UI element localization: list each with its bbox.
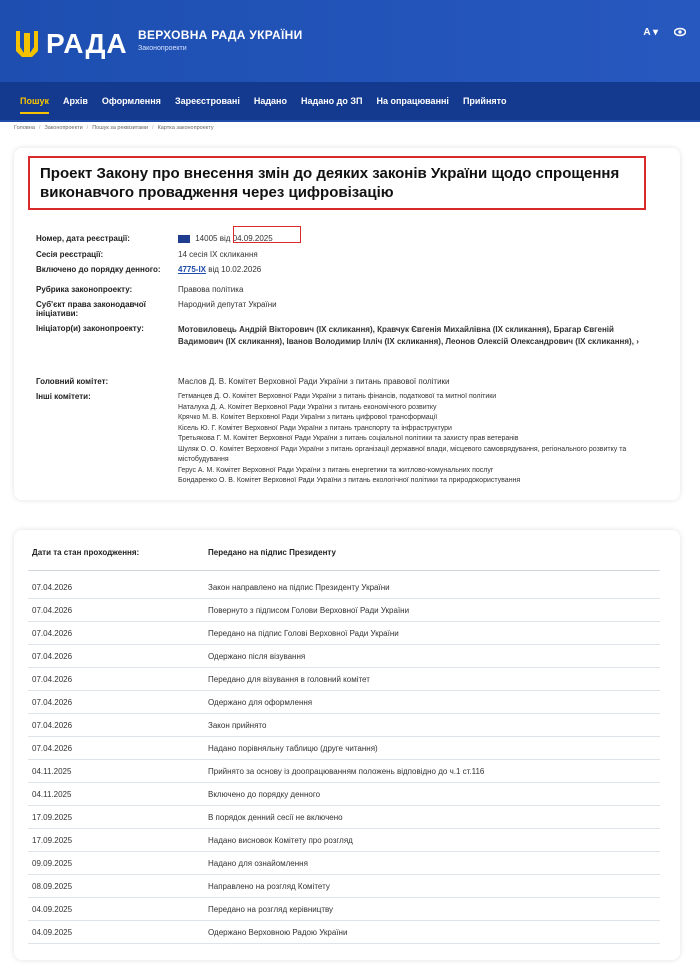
row-event: Надано порівняльну таблицю (друге читання) [208, 743, 378, 753]
agenda-date: від 10.02.2026 [208, 265, 262, 274]
org-name: ВЕРХОВНА РАДА УКРАЇНИ [138, 28, 303, 42]
org-block [138, 28, 303, 52]
table-row [28, 760, 660, 783]
reg-number: 14005 [195, 234, 218, 243]
main-committee-row [36, 377, 660, 388]
table-row [28, 691, 660, 714]
row-event: Включено до порядку денного [208, 789, 321, 799]
initiators-more-icon[interactable]: › [636, 336, 639, 346]
table-row [28, 875, 660, 898]
eu-flag-icon [178, 235, 190, 243]
date-highlight [233, 226, 301, 243]
row-date: 07.04.2026 [32, 697, 73, 707]
eye-icon[interactable] [674, 27, 686, 37]
row-date: 17.09.2025 [32, 812, 73, 822]
page-title: Проект Закону про внесення змін до деяких законів України щодо спрощення виконавчого провадження через цифровізацію [40, 165, 620, 201]
reg-date: 04.09.2025 [232, 234, 273, 243]
rubric-value: Правова політика [178, 285, 244, 294]
font-size-dropdown[interactable]: A ▾ [643, 27, 658, 38]
subject-value: Народний депутат України [178, 300, 277, 309]
trident-icon [14, 29, 40, 59]
row-event: Повернуто з підписом Голови Верховної Ради України [208, 605, 410, 615]
row-date: 04.09.2025 [32, 927, 73, 937]
bill-card [14, 148, 680, 500]
committee-item: Герус А. М. Комітет Верховної Ради України з питань енергетики та житлово-комунальних послуг [178, 466, 494, 474]
site-header [0, 0, 700, 122]
org-subtitle: Законопроекти [138, 45, 187, 52]
nav-provided-zp[interactable]: Надано до ЗП [301, 96, 363, 106]
row-date: 07.04.2026 [32, 674, 73, 684]
row-date: 07.04.2026 [32, 651, 73, 661]
rubric-row [36, 285, 660, 296]
session-value: 14 сесія IX скликання [178, 250, 258, 259]
committee-item: Шуляк О. О. Комітет Верховної Ради України з питань організації державної влади, місцевого самоврядування, регіонального розвитку та містобудування [178, 445, 627, 463]
table-row [28, 645, 660, 668]
committee-item: Крячко М. В. Комітет Верховної Ради України з питань цифрової трансформації [178, 414, 438, 421]
nav-in-work[interactable]: На опрацюванні [376, 96, 449, 106]
breadcrumb-search[interactable]: Пошук за реквізитами [92, 125, 149, 131]
row-date: 08.09.2025 [32, 881, 73, 891]
nav-processing[interactable]: Оформлення [101, 96, 161, 106]
row-event: Передано на підпис Голові Верховної Ради України [208, 628, 399, 638]
row-event: Направлено на розгляд Комітету [208, 881, 330, 891]
reg-sep: від [219, 234, 231, 243]
row-event: Передано для візування в головний комітет [208, 674, 370, 684]
row-event: Прийнято за основу із доопрацюванням положень відповідно до ч.1 ст.116 [208, 766, 485, 776]
session-label: Сесія реєстрації: [36, 250, 104, 259]
row-date: 04.11.2025 [32, 789, 72, 799]
table-row [28, 714, 660, 737]
breadcrumb: Головна / Законопроекти / Пошук за реквізитами / Картка законопроекту [14, 125, 214, 131]
reg-label: Номер, дата реєстрації: [36, 234, 130, 243]
table-row [28, 852, 660, 875]
site-logo[interactable] [14, 28, 128, 60]
agenda-link[interactable]: 4775-IX [178, 265, 207, 274]
row-date: 07.04.2026 [32, 720, 73, 730]
row-date: 07.04.2026 [32, 743, 73, 753]
committee-item: Кісель Ю. Г. Комітет Верховної Ради України з питань транспорту та інфраструктури [178, 424, 452, 432]
reg-row [36, 234, 660, 245]
subject-label: Суб'єкт права законодавчої ініціативи: [36, 300, 146, 318]
session-row [36, 250, 660, 261]
agenda-label: Включено до порядку денного: [36, 265, 161, 274]
row-date: 07.04.2026 [32, 628, 73, 638]
initiators-row [36, 324, 660, 347]
row-event: Закон прийнято [208, 720, 267, 730]
initiators-label: Ініціатор(и) законопроекту: [36, 324, 144, 333]
rubric-label: Рубрика законопроекту: [36, 285, 133, 294]
row-event: Надано висновок Комітету про розгляд [208, 835, 353, 845]
status-table-header [28, 548, 660, 571]
nav-registered[interactable]: Зареєстровані [174, 96, 240, 106]
row-date: 04.09.2025 [32, 904, 73, 914]
row-event: Передано на розгляд керівництву [208, 904, 334, 914]
row-date: 17.09.2025 [32, 835, 73, 845]
subject-row [36, 300, 660, 318]
nav-accepted[interactable]: Прийнято [462, 96, 507, 106]
table-row [28, 622, 660, 645]
row-date: 09.09.2025 [32, 858, 73, 868]
table-row [28, 668, 660, 691]
header-tools [643, 27, 686, 38]
row-event: Одержано після візування [208, 651, 306, 661]
committee-item: Гетманцев Д. О. Комітет Верховної Ради України з питань фінансів, податкової та митної політики [178, 393, 497, 400]
logo-text: РАДА [46, 28, 128, 59]
other-committees-label: Інші комітети: [36, 392, 91, 401]
row-date: 07.04.2026 [32, 605, 73, 615]
table-row [28, 898, 660, 921]
col-status-header: Передано на підпис Президенту [208, 548, 336, 557]
row-event: Одержано для оформлення [208, 697, 313, 707]
row-event: Надано для ознайомлення [208, 858, 308, 868]
committee-item: Третьякова Г. М. Комітет Верховної Ради України з питань соціальної політики та захисту прав ветеранів [178, 435, 519, 442]
committee-item: Наталуха Д. А. Комітет Верховної Ради України з питань економічного розвитку [178, 403, 437, 411]
main-committee-value: Маслов Д. В. Комітет Верховної Ради України з питань правової політики [178, 377, 450, 386]
row-event: В порядок денний сесії не включено [208, 812, 343, 822]
breadcrumb-current: Картка законопроекту [157, 125, 214, 131]
nav-search[interactable]: Пошук [20, 82, 49, 120]
main-committee-label: Головний комітет: [36, 377, 109, 386]
header-top-bar [0, 0, 700, 82]
table-row [28, 599, 660, 622]
row-event: Закон направлено на підпис Президенту України [208, 582, 390, 592]
row-event: Одержано Верховною Радою України [208, 927, 348, 937]
breadcrumb-home[interactable]: Головна [14, 125, 35, 131]
row-date: 07.04.2026 [32, 582, 73, 592]
table-row [28, 921, 660, 944]
row-date: 04.11.2025 [32, 766, 72, 776]
table-row [28, 829, 660, 852]
status-table-card [14, 530, 680, 960]
breadcrumb-bills[interactable]: Законопроекти [44, 125, 83, 131]
table-row [28, 783, 660, 806]
table-row [28, 576, 660, 599]
table-row [28, 806, 660, 829]
table-row [28, 737, 660, 760]
other-committees-row [36, 392, 660, 487]
agenda-row [36, 265, 660, 276]
col-dates-header: Дати та стан проходження: [32, 548, 140, 557]
title-highlight [28, 156, 646, 210]
nav-provided[interactable]: Надано [253, 96, 287, 106]
committee-item: Бондаренко О. В. Комітет Верховної Ради України з питань екологічної політики та природокористування [178, 477, 521, 484]
main-nav [0, 82, 700, 120]
other-committees-list [178, 392, 660, 487]
initiators-value: Мотовиловець Андрій Вікторович (IX скликання), Кравчук Євгенія Михайлівна (IX скликання), Брагар Євгеній Вадимович (IX скликання), Іванов Володимир Ілліч (IX скликання), Леонов Олексій Олександрович (IX скликання), [178, 325, 634, 346]
nav-archive[interactable]: Архів [62, 96, 88, 106]
